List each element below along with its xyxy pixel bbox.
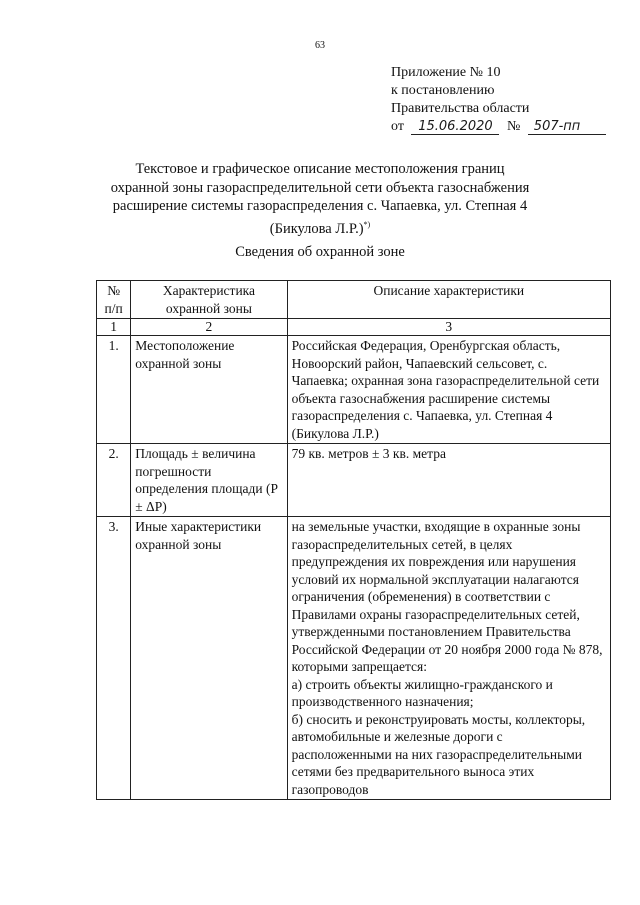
title-line-4 <box>60 216 580 238</box>
table-row <box>97 336 611 444</box>
header-characteristic-text: Характеристика охранной зоны <box>162 283 256 316</box>
row-description: Российская Федерация, Оренбургская область, Новоорский район, Чапаевский сельсовет, с. Чапаевка; охранная зона газораспределительной сети объекта газоснабжения расширение системы газораспределения с. Чапаевка, ул. Степная 4 (Бикулова Л.Р.) <box>287 336 610 444</box>
row-number: 3. <box>97 517 131 800</box>
row-characteristic: Площадь ± величина погрешности определения площади (Р ± ΔР) <box>131 444 287 517</box>
index-cell: 2 <box>131 319 287 336</box>
page-number: 63 <box>315 40 325 51</box>
appendix-block <box>391 64 606 136</box>
table-header-row <box>97 281 611 319</box>
table-row <box>97 517 611 800</box>
date-prefix: от <box>391 119 404 134</box>
title-owner: (Бикулова Л.Р.) <box>269 220 364 237</box>
row-description: 79 кв. метров ± 3 кв. метра <box>287 444 610 517</box>
index-cell: 3 <box>287 319 610 336</box>
title-line-1: Текстовое и графическое описание местоположения границ <box>135 161 505 177</box>
header-characteristic <box>131 281 287 319</box>
header-description <box>287 281 610 319</box>
appendix-resolution: к постановлению <box>391 83 495 98</box>
title-line-3: расширение системы газораспределения с. Чапаевка, ул. Степная 4 <box>112 198 528 214</box>
index-cell: 1 <box>97 319 131 336</box>
section-subtitle: Сведения об охранной зоне <box>235 244 405 260</box>
appendix-government: Правительства области <box>391 101 530 116</box>
row-number: 1. <box>97 336 131 444</box>
footnote-mark: *) <box>363 219 371 229</box>
header-number <box>97 281 131 319</box>
row-characteristic: Иные характеристики охранной зоны <box>131 517 287 800</box>
zone-info-table <box>96 280 611 800</box>
number-prefix: № <box>506 119 521 134</box>
title-line-2: охранной зоны газораспределительной сети объекта газоснабжения <box>110 179 530 196</box>
document-title <box>60 160 580 238</box>
appendix-title: Приложение № 10 <box>391 65 501 80</box>
handwritten-number: 507-пп <box>528 120 606 135</box>
handwritten-date: 15.06.2020 <box>411 120 499 135</box>
row-description: на земельные участки, входящие в охранные зоны газораспределительных сетей, в целях предупреждения их повреждения или нарушения условий их нормальной эксплуатации налагаются ограничения (обременения) в соответствии с Правилами охраны газораспределительных сетей, утвержденными постановлением Правительства Российской Федерации от 20 ноября 2000 года № 878, которыми запрещается: а) строить объекты жилищно-гражданского и производственного назначения; б) сносить и реконструировать мосты, коллекторы, автомобильные и железные дороги с расположенными на них газораспределительными сетями без предварительного выноса этих газопроводов <box>287 517 610 800</box>
table-index-row <box>97 319 611 336</box>
row-number: 2. <box>97 444 131 517</box>
header-description-text: Описание характеристики <box>373 283 525 298</box>
row-characteristic: Местоположение охранной зоны <box>131 336 287 444</box>
appendix-date-number-line <box>391 118 606 136</box>
table-row <box>97 444 611 517</box>
header-number-text: № п/п <box>104 283 123 316</box>
